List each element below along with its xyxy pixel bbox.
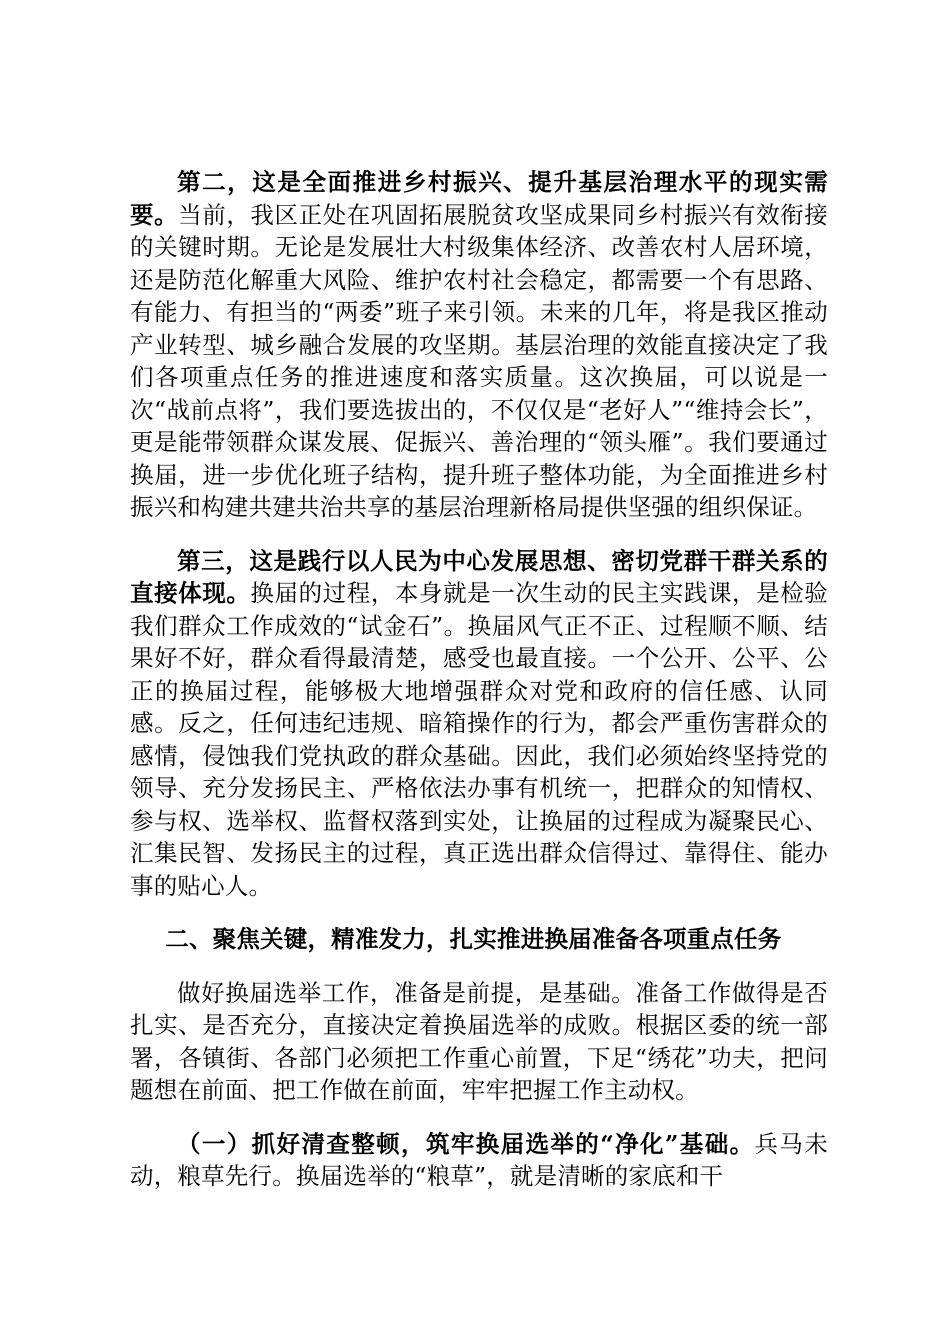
paragraph-text: 换届的过程，本身就是一次生动的民主实践课，是检验我们群众工作成效的“试金石”。换届风气正不正、过程顺不顺、结果好不好，群众看得最清楚，感受也最直接。一个公开、公平、公正的换届过程，能够极大地增强群众对党和政府的信任感、认同感。反之，任何违纪违规、暗箱操作的行为，都会严重伤害群众的感情，侵蚀我们党执政的群众基础。因此，我们必须始终坚持党的领导、充分发扬民主、严格依法办事有机统一，把群众的知情权、参与权、选举权、监督权落到实处，让换届的过程成为凝聚民心、汇集民智、发扬民主的过程，真正选出群众信得过、靠得住、能办事的贴心人。 [130, 579, 829, 900]
paragraph-lead: 第三，这是践行以人民为中心发展思想、密切党群干群关系的直接体现。 [130, 546, 828, 607]
paragraph-text: 兵马未动，粮草先行。换届选举的“粮草”，就是清晰的家底和干 [130, 1129, 828, 1190]
paragraph-lead: （一）抓好清查整顿，筑牢换届选举的“净化”基础。 [177, 1129, 755, 1158]
paragraph-third-point [130, 545, 828, 903]
paragraph-text: 做好换届选举工作，准备是前提，是基础。准备工作做得是否扎实、是否充分，直接决定着换届选举的成败。根据区委的统一部署，各镇街、各部门必须把工作重心前置，下足“绣花”功夫，把问题想在前面、把工作做在前面，牢牢把握工作主动权。 [130, 978, 828, 1104]
paragraph-preparation [130, 977, 828, 1107]
paragraph-subsection-one [130, 1128, 828, 1193]
document-body [130, 166, 828, 1193]
paragraph-text: 当前，我区正处在巩固拓展脱贫攻坚成果同乡村振兴有效衔接的关键时期。无论是发展壮大村级集体经济、改善农村人居环境，还是防范化解重大风险、维护农村社会稳定，都需要一个有思路、有能力、有担当的“两委”班子来引领。未来的几年，将是我区推动产业转型、城乡融合发展的攻坚期。基层治理的效能直接决定了我们各项重点任务的推进速度和落实质量。这次换届，可以说是一次“战前点将”，我们要选拔出的，不仅仅是“老好人”“维持会长”，更是能带领群众谋发展、促振兴、善治理的“领头雁”。我们要通过换届，进一步优化班子结构，提升班子整体功能，为全面推进乡村振兴和构建共建共治共享的基层治理新格局提供坚强的组织保证。 [130, 200, 828, 521]
paragraph-second-point [130, 166, 828, 524]
paragraph-lead: 第二，这是全面推进乡村振兴、提升基层治理水平的现实需要。 [130, 168, 828, 229]
section-heading: 二、聚焦关键，精准发力，扎实推进换届准备各项重点任务 [165, 925, 782, 953]
